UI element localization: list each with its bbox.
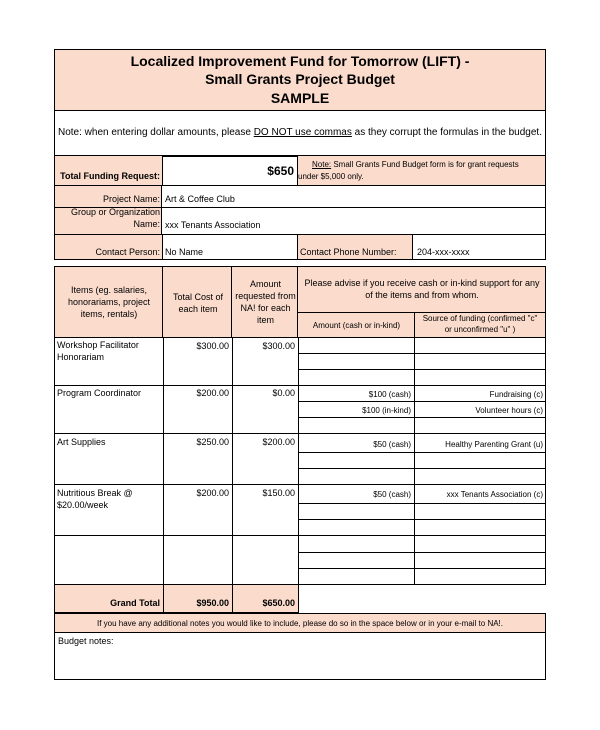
sub-rule-2a (298, 401, 546, 402)
row-rule-3 (54, 484, 546, 485)
funding-note-lead: Note: (312, 160, 332, 169)
header-requested-4: item (256, 315, 274, 325)
contact-phone-value: 204-xxx-xxxx (417, 247, 470, 257)
header-requested-3: NA! for each (240, 303, 291, 313)
header-items-2: honorariams, project (67, 297, 151, 307)
row4-support1-source: xxx Tenants Association (c) (446, 490, 543, 499)
header-total-2: each item (178, 304, 218, 314)
contact-person-label: Contact Person: (95, 247, 160, 257)
row-rule-4 (54, 535, 546, 536)
sub-rule-3a (298, 452, 546, 453)
row1-requested: $300.00 (262, 341, 295, 351)
budget-notes-label: Budget notes: (58, 636, 114, 646)
row3-support1-amount: $50 (cash) (373, 440, 411, 449)
header-advise-2: of the items and from whom. (365, 290, 479, 300)
budget-notes-area[interactable] (54, 633, 546, 680)
row4-requested: $150.00 (262, 488, 295, 498)
funding-request-amount: $650 (267, 164, 294, 178)
contact-person-value: No Name (165, 247, 204, 257)
form-title-line-1: Localized Improvement Fund for Tomorrow (LIFT) - (130, 53, 470, 69)
grand-total-requested: $650.00 (262, 598, 295, 608)
sub-rule-2b (298, 417, 546, 418)
row1-item-line-2: Honorariam (57, 352, 105, 362)
commas-note-emphasis: DO NOT use commas (253, 127, 352, 138)
project-name-label: Project Name: (102, 194, 160, 204)
row3-requested: $200.00 (262, 437, 295, 447)
commas-note-prefix: Note: when entering dollar amounts, please (58, 127, 254, 138)
commas-note-suffix: as they corrupt the formulas in the budget. (351, 127, 542, 138)
project-name-value[interactable]: Art & Coffee Club (165, 194, 235, 204)
header-requested-2: requested from (235, 291, 296, 301)
grand-total-cost: $950.00 (196, 598, 229, 608)
funding-request-label: Total Funding Request: (60, 171, 160, 181)
form-title-block (54, 49, 546, 111)
grand-total-label: Grand Total (110, 598, 160, 608)
table-body (54, 338, 546, 585)
row-rule-1 (54, 385, 546, 386)
row4-item-line-2: $20.00/week (57, 500, 109, 510)
header-amount: Amount (cash or in-kind) (312, 321, 401, 330)
header-items-3: items, rentals) (80, 309, 138, 319)
sub-rule-1b (298, 369, 546, 370)
sub-rule-4a (298, 503, 546, 504)
funding-request-amount-cell[interactable] (162, 156, 298, 186)
header-source-1: Source of funding (confirmed "c" (422, 314, 538, 323)
row1-item-line-1: Workshop Facilitator (57, 340, 139, 350)
row1-total: $300.00 (196, 341, 229, 351)
funding-note-line-2: under $5,000 only. (298, 172, 364, 181)
header-requested-1: Amount (249, 279, 282, 289)
body-divider-3 (298, 338, 299, 585)
body-divider-4 (414, 338, 415, 585)
row2-support1-source: Fundraising (c) (489, 390, 543, 399)
row2-total: $200.00 (196, 388, 229, 398)
header-items-1: Items (eg. salaries, (70, 285, 148, 295)
row4-support1-amount: $50 (cash) (373, 490, 411, 499)
row2-support1-amount: $100 (cash) (368, 390, 411, 399)
table-header-subrule (298, 312, 545, 313)
row4-item-line-1: Nutritious Break @ (57, 488, 133, 498)
form-title-line-3: SAMPLE (270, 90, 330, 106)
row3-total: $250.00 (196, 437, 229, 447)
sub-rule-4b (298, 519, 546, 520)
body-divider-1 (163, 338, 164, 585)
funding-note-text-1: Small Grants Fund Budget form is for grant requests (331, 160, 519, 169)
commas-note (54, 111, 546, 156)
funding-note-line-1 (312, 160, 519, 169)
organization-label-line-2: Name: (133, 219, 160, 229)
row3-support1-source: Healthy Parenting Grant (u) (445, 440, 543, 449)
commas-note-text (58, 127, 542, 139)
sub-rule-1a (298, 353, 546, 354)
row-rule-2 (54, 433, 546, 434)
header-advise-1: Please advise if you receive cash or in-kind support for any (304, 278, 540, 288)
header-source-2: or unconfirmed "u" ) (444, 325, 516, 334)
sub-rule-3b (298, 468, 546, 469)
row2-requested: $0.00 (272, 388, 295, 398)
row2-support2-amount: $100 (in-kind) (362, 406, 411, 415)
row3-item-line-1: Art Supplies (57, 437, 106, 447)
row2-item-line-1: Program Coordinator (57, 388, 142, 398)
contact-phone-label: Contact Phone Number: (300, 247, 397, 257)
header-total-1: Total Cost of (172, 292, 224, 302)
form-title-line-2: Small Grants Project Budget (205, 71, 395, 87)
sub-rule-5a (298, 552, 546, 553)
sub-rule-5b (298, 568, 546, 569)
row4-total: $200.00 (196, 488, 229, 498)
organization-value[interactable]: xxx Tenants Association (165, 220, 261, 230)
additional-notes-text: If you have any additional notes you would like to include, please do so in the space below or in your e-mail to NA!. (96, 619, 503, 628)
row2-support2-source: Volunteer hours (c) (475, 406, 543, 415)
additional-notes-banner (54, 613, 546, 633)
body-divider-2 (232, 338, 233, 585)
organization-label-line-1: Group or Organization (70, 207, 160, 217)
